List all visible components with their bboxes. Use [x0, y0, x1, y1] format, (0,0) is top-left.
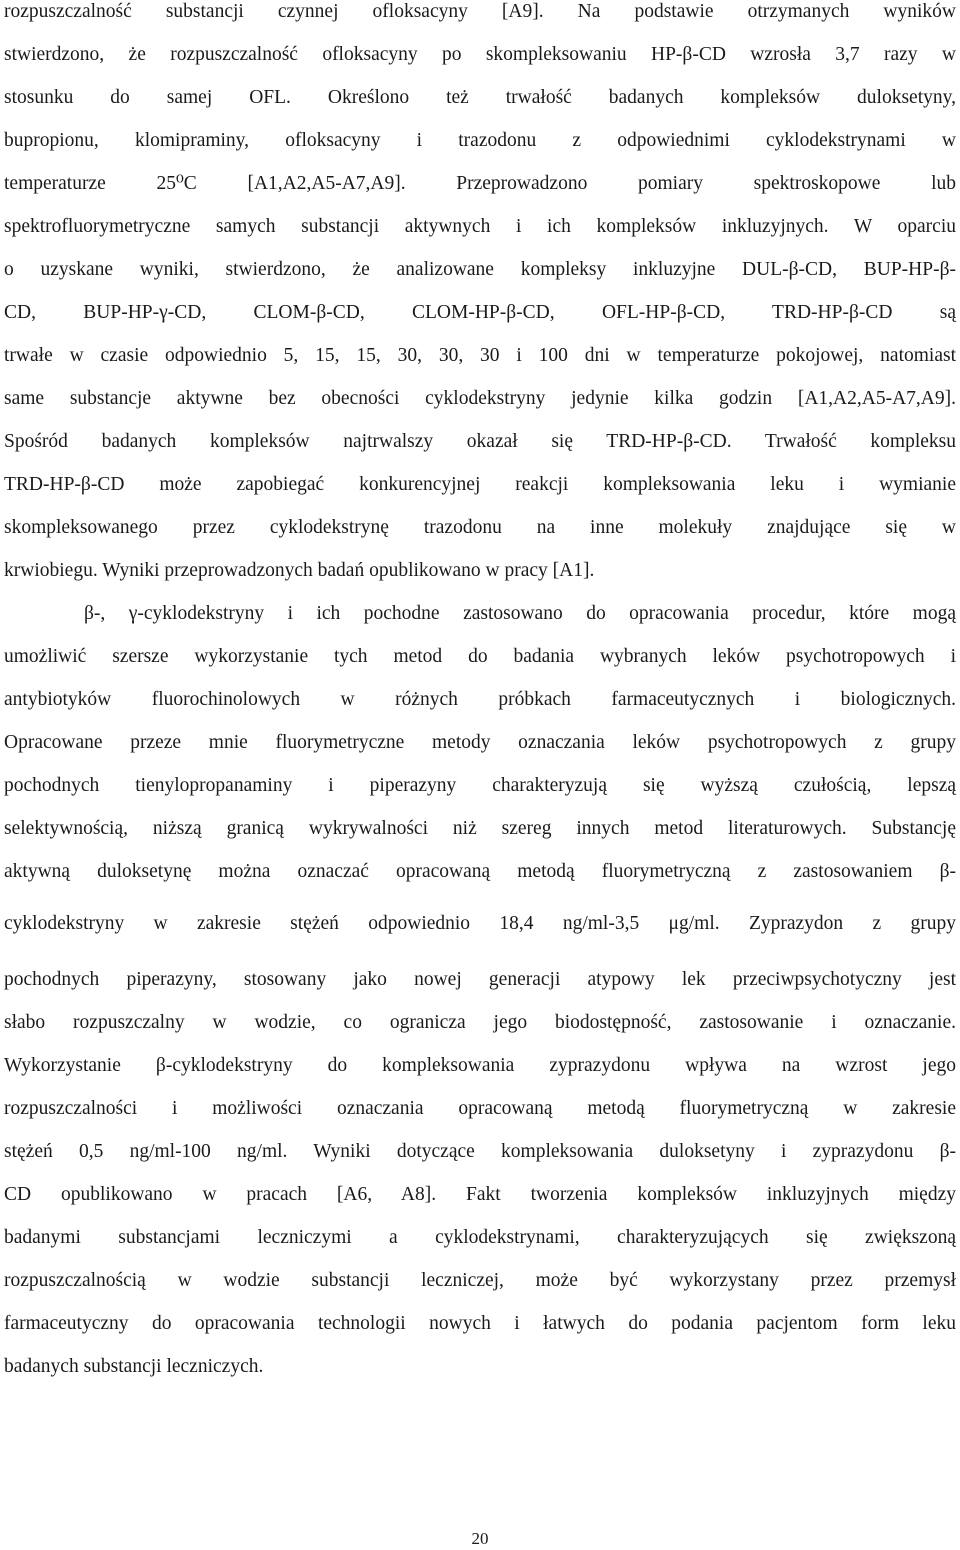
text-line: trwałe w czasie odpowiednio 5, 15, 15, 30, 30, 30 i 100 dni w temperaturze pokojowej, natomiast — [4, 345, 956, 366]
text-line: badanych substancji leczniczych. — [4, 1356, 264, 1377]
text-line: Spośród badanych kompleksów najtrwalszy okazał się TRD-HP-β-CD. Trwałość kompleksu — [4, 431, 956, 452]
text-line: rozpuszczalnością w wodzie substancji leczniczej, może być wykorzystany przez przemysł — [4, 1270, 956, 1291]
text-line: CD opublikowano w pracach [A6, A8]. Fakt tworzenia kompleksów inkluzyjnych między — [4, 1184, 956, 1205]
text-line: CD, BUP-HP-γ-CD, CLOM-β-CD, CLOM-HP-β-CD, OFL-HP-β-CD, TRD-HP-β-CD są — [4, 302, 956, 323]
text-line: krwiobiegu. Wyniki przeprowadzonych badań opublikowano w pracy [A1]. — [4, 560, 595, 581]
text-line: cyklodekstryny w zakresie stężeń odpowiednio 18,4 ng/ml-3,5 μg/ml. Zyprazydon z grupy — [4, 913, 956, 934]
text-line: antybiotyków fluorochinolowych w różnych próbkach farmaceutycznych i biologicznych. — [4, 689, 956, 710]
text-line: same substancje aktywne bez obecności cyklodekstryny jedynie kilka godzin [A1,A2,A5-A7,A9]. — [4, 388, 956, 409]
text-line: β-, γ-cyklodekstryny i ich pochodne zastosowano do opracowania procedur, które mogą — [84, 603, 956, 624]
text-line: skompleksowanego przez cyklodekstrynę trazodonu na inne molekuły znajdujące się w — [4, 517, 956, 538]
text-line: aktywną duloksetynę można oznaczać opracowaną metodą fluorymetryczną z zastosowaniem β- — [4, 861, 956, 882]
text-line: rozpuszczalność substancji czynnej ofloksacyny [A9]. Na podstawie otrzymanych wyników — [4, 1, 956, 22]
text-line: selektywnością, niższą granicą wykrywalności niż szereg innych metod literaturowych. Substancję — [4, 818, 956, 839]
text-line: TRD-HP-β-CD może zapobiegać konkurencyjnej reakcji kompleksowania leku i wymianie — [4, 474, 956, 495]
text-line: pochodnych piperazyny, stosowany jako nowej generacji atypowy lek przeciwpsychotyczny jest — [4, 969, 956, 990]
text-line: umożliwić szersze wykorzystanie tych metod do badania wybranych leków psychotropowych i — [4, 646, 956, 667]
page-number: 20 — [471, 1529, 489, 1548]
text-line: farmaceutyczny do opracowania technologii nowych i łatwych do podania pacjentom form leku — [4, 1313, 956, 1334]
text-line: temperaturze 25⁰C [A1,A2,A5-A7,A9]. Przeprowadzono pomiary spektroskopowe lub — [4, 173, 956, 194]
text-line: bupropionu, klomipraminy, ofloksacyny i trazodonu z odpowiednimi cyklodekstrynami w — [4, 130, 956, 151]
text-line: stwierdzono, że rozpuszczalność ofloksacyny po skompleksowaniu HP-β-CD wzrosła 3,7 razy w — [4, 44, 956, 65]
text-line: o uzyskane wyniki, stwierdzono, że analizowane kompleksy inkluzyjne DUL-β-CD, BUP-HP-β- — [4, 259, 956, 280]
text-line: Wykorzystanie β-cyklodekstryny do kompleksowania zyprazydonu wpływa na wzrost jego — [4, 1055, 956, 1076]
text-line: spektrofluorymetryczne samych substancji aktywnych i ich kompleksów inkluzyjnych. W oparciu — [4, 216, 956, 237]
text-line: pochodnych tienylopropanaminy i piperazyny charakteryzują się wyższą czułością, lepszą — [4, 775, 956, 796]
text-line: rozpuszczalności i możliwości oznaczania opracowaną metodą fluorymetryczną w zakresie — [4, 1098, 956, 1119]
text-line: stosunku do samej OFL. Określono też trwałość badanych kompleksów duloksetyny, — [4, 87, 956, 108]
text-line: badanymi substancjami leczniczymi a cyklodekstrynami, charakteryzujących się zwiększoną — [4, 1227, 956, 1248]
text-line: Opracowane przeze mnie fluorymetryczne metody oznaczania leków psychotropowych z grupy — [4, 732, 956, 753]
text-line: stężeń 0,5 ng/ml-100 ng/ml. Wyniki dotyczące kompleksowania duloksetyny i zyprazydonu β- — [4, 1141, 956, 1162]
text-line: słabo rozpuszczalny w wodzie, co ogranicza jego biodostępność, zastosowanie i oznaczanie. — [4, 1012, 956, 1033]
